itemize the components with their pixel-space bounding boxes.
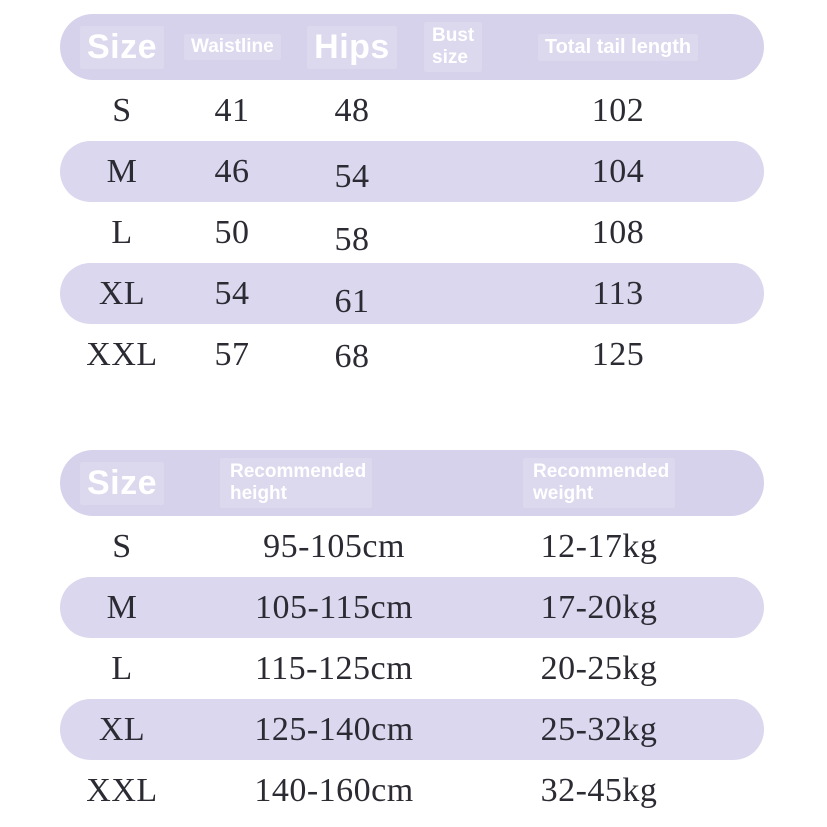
table-row-m bbox=[60, 141, 764, 202]
cell-waistline: 46 bbox=[214, 152, 250, 190]
header-cell-size bbox=[60, 462, 184, 505]
measurements-header-row bbox=[60, 14, 764, 80]
cell-recommended-height: 105-115cm bbox=[254, 588, 414, 626]
table-row-xl bbox=[60, 263, 764, 324]
table-row-l bbox=[60, 638, 764, 699]
cell-size: XXL bbox=[86, 771, 158, 809]
cell-hips: 54 bbox=[334, 157, 370, 195]
cell-recommended-weight: 25-32kg bbox=[540, 710, 658, 748]
cell-total-tail-length: 125 bbox=[591, 335, 645, 373]
measurements-table bbox=[60, 14, 764, 385]
cell-hips: 68 bbox=[334, 337, 370, 375]
column-header-recommended-weight: Recommended weight bbox=[523, 458, 675, 508]
header-cell-recommended-height bbox=[184, 458, 484, 508]
cell-recommended-height: 125-140cm bbox=[254, 710, 414, 748]
column-header-bust-size: Bust size bbox=[424, 22, 482, 72]
header-cell-recommended-weight bbox=[484, 458, 714, 508]
cell-recommended-weight: 20-25kg bbox=[540, 649, 658, 687]
column-header-hips: Hips bbox=[307, 26, 397, 69]
cell-waistline: 41 bbox=[214, 91, 250, 129]
table-row-s bbox=[60, 516, 764, 577]
column-header-total-tail-length: Total tail length bbox=[538, 34, 698, 61]
table-row-xl bbox=[60, 699, 764, 760]
cell-size: M bbox=[106, 152, 138, 190]
header-cell-total-tail-length bbox=[472, 34, 764, 61]
cell-size: XL bbox=[98, 274, 146, 312]
column-header-recommended-height: Recommended height bbox=[220, 458, 372, 508]
column-header-size: Size bbox=[80, 26, 164, 69]
column-header-size: Size bbox=[80, 462, 164, 505]
cell-total-tail-length: 108 bbox=[591, 213, 645, 251]
cell-size: L bbox=[111, 213, 133, 251]
cell-recommended-height: 95-105cm bbox=[263, 527, 405, 565]
cell-total-tail-length: 102 bbox=[591, 91, 645, 129]
header-cell-size bbox=[60, 26, 184, 69]
table-row-l bbox=[60, 202, 764, 263]
cell-recommended-weight: 32-45kg bbox=[540, 771, 658, 809]
cell-hips: 58 bbox=[334, 220, 370, 258]
cell-size: M bbox=[106, 588, 138, 626]
cell-hips: 48 bbox=[334, 91, 370, 129]
header-cell-bust-size bbox=[424, 22, 475, 72]
cell-waistline: 57 bbox=[214, 335, 250, 373]
cell-waistline: 50 bbox=[214, 213, 250, 251]
header-cell-hips bbox=[280, 26, 424, 69]
table-row-m bbox=[60, 577, 764, 638]
cell-size: S bbox=[112, 91, 132, 129]
fit-header-row bbox=[60, 450, 764, 516]
cell-size: S bbox=[112, 527, 132, 565]
cell-recommended-weight: 12-17kg bbox=[540, 527, 658, 565]
cell-size: XXL bbox=[86, 335, 158, 373]
cell-recommended-weight: 17-20kg bbox=[540, 588, 658, 626]
cell-recommended-height: 140-160cm bbox=[254, 771, 414, 809]
cell-size: L bbox=[111, 649, 133, 687]
table-row-xxl bbox=[60, 324, 764, 385]
cell-size: XL bbox=[98, 710, 146, 748]
header-cell-waistline bbox=[184, 34, 280, 60]
table-row-s bbox=[60, 80, 764, 141]
fit-recommendation-table bbox=[60, 450, 764, 821]
cell-hips: 61 bbox=[334, 282, 370, 320]
cell-recommended-height: 115-125cm bbox=[254, 649, 414, 687]
cell-total-tail-length: 104 bbox=[591, 152, 645, 190]
table-row-xxl bbox=[60, 760, 764, 821]
cell-waistline: 54 bbox=[214, 274, 250, 312]
cell-total-tail-length: 113 bbox=[592, 274, 644, 312]
column-header-waistline: Waistline bbox=[184, 34, 281, 60]
